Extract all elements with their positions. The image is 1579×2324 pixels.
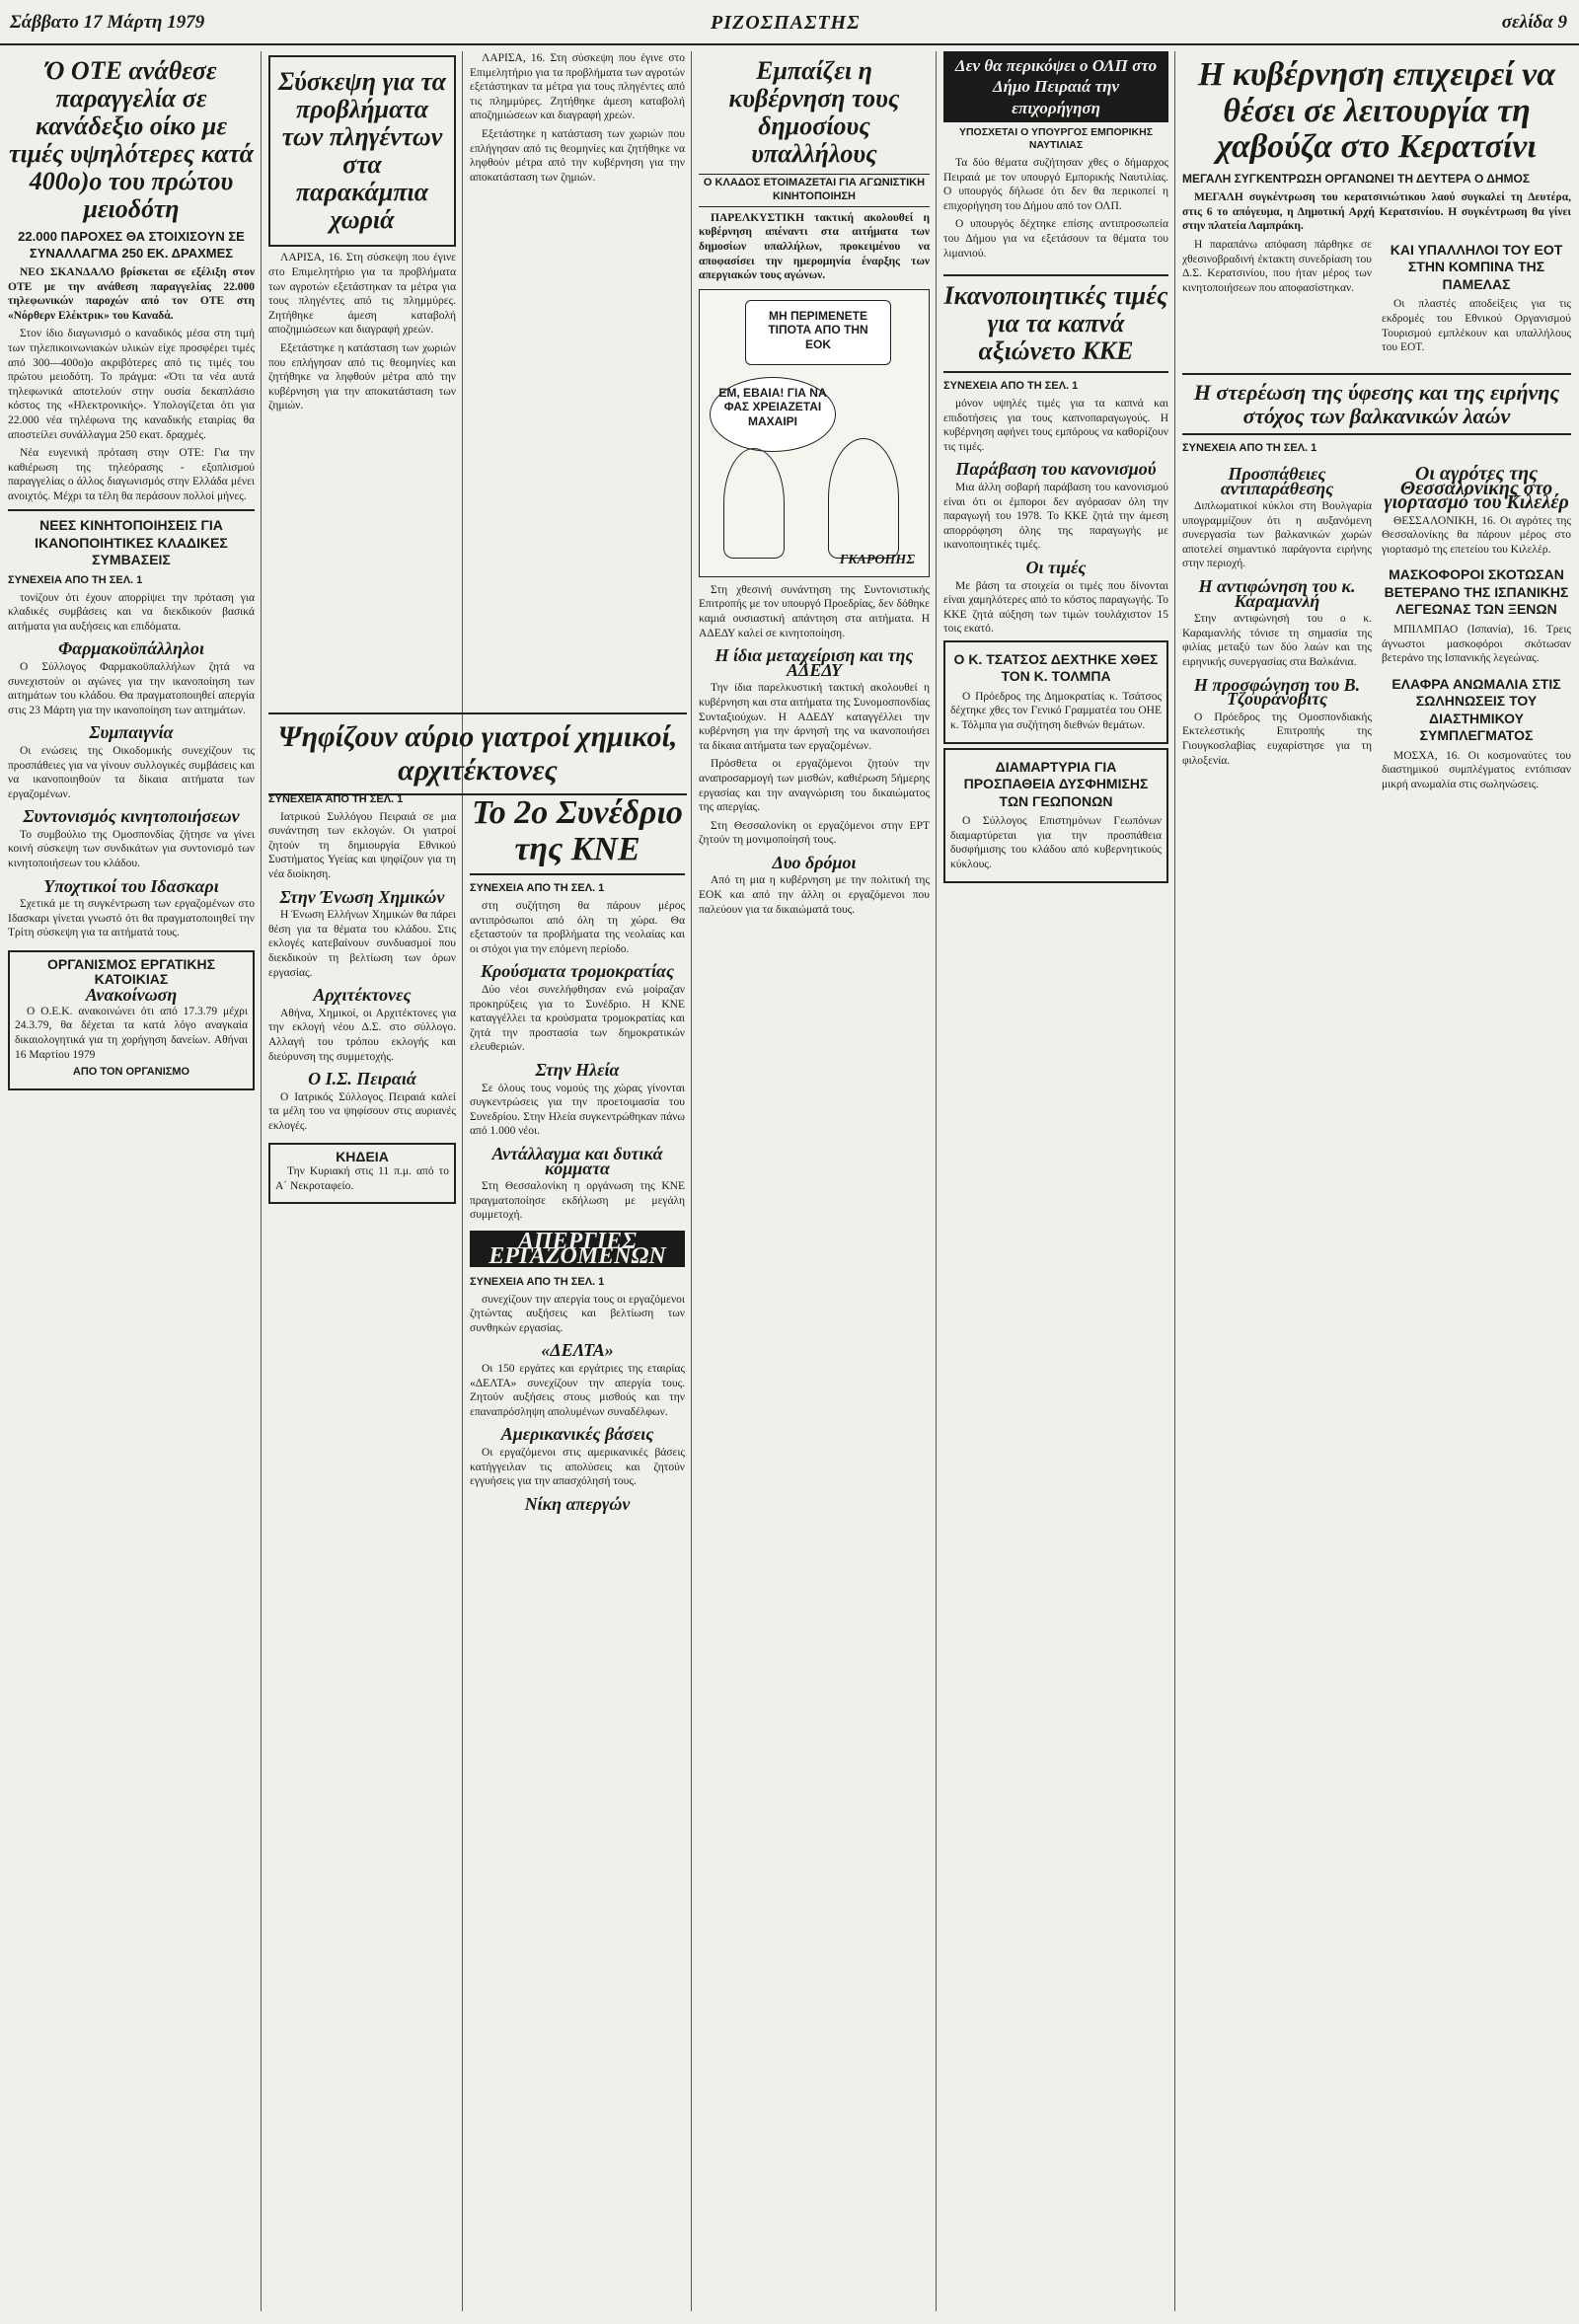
headline-mobilizations: ΝΕΕΣ ΚΙΝΗΤΟΠΟΙΗΣΕΙΣ ΓΙΑ ΙΚΑΝΟΠΟΙΗΤΙΚΕΣ ΚΛΑΔΙΚΕΣ ΣΥΜΒΑΣΕΙΣ [35,517,228,568]
article-text: Στον ίδιο διαγωνισμό ο καναδικός μέσα στη τιμή των τηλεπικοινωνιακών υλικών είχε προσφέρει τιμές από 300—400ο)ο ακριβότερες από τις τιμές του πρώτου μειοδότη. Το πράγμα: «Ότι τα νέα αυτά τηλεφωνικά αποτελούν στην ουσία δεκαπλάσιο κόστος της «Ηλεκτρονικής». Υπολογίζεται ότι για 22.000 νέα τηλέφωνα της καναδικής εταιρίας θα αποστείλει συνάλλαγμα 250 εκατ. δραχμές. [8,328,255,441]
cartoon-credit: ΓΚΑΡΟΠΗΣ [839,553,915,568]
headline-strikes: ΑΠΕΡΓΙΕΣ ΕΡΓΑΖΟΜΕΝΩΝ [470,1231,685,1267]
paper-name: ΡΙΖΟΣΠΑΣΤΗΣ [711,12,861,34]
tsatsos-text: Ο Πρόεδρος της Δημοκρατίας κ. Τσάτσος δέχτηκε χθες τον Γενικό Γραμματέα του ΟΗΕ κ. Τόλμπα για συζήτηση διεθνών θεμάτων. [950,690,1162,732]
headline-meeting: Σύσκεψη για τα προβλήματα των πληγέντων στα παρακάμπια χωριά [278,67,446,235]
section-violation: Παράβαση του κανονισμού [955,459,1157,480]
agronomists-text: Ο Σύλλογος Επιστημόνων Γεωπόνων διαμαρτύρεται για την προσπάθεια δυσφήμισης του κλάδου από κυβερνητικούς κύκλους. [950,815,1162,870]
headline-kileler: Οι αγρότες της Θεσσαλονίκης στο γιορτασμό του Κιλελέρ [1384,462,1569,514]
article-text: Σχετικά με τη συγκέντρωση των εργαζομένων στο Ιδασκαρι γίνεται γνωστό ότι θα πραγματοποιηθεί την Τρίτη σύσκεψη για τα αιτήματά τους. [8,898,255,939]
column-3 [470,789,685,2309]
article-text: Το συμβούλιο της Ομοσπονδίας ζήτησε να γίνει κοινή σύσκεψη των συνδικάτων για συντονισμό των κινητοποιήσεων του κλάδου. [8,828,255,870]
article-text: Η παραπάνω απόφαση πάρθηκε σε χθεσινοβραδινή έκτακτη συνεδρίαση του Δ.Σ. Κερατσινίου, που ήταν μέρος των κινητοποιήσεων που αποφασίστηκαν. [1182,238,1372,294]
article-text: Ιατρικού Συλλόγου Πειραιά σε μια συνάντηση των εκλογών. Οι γιατροί ζητούν τη δημιουργία Εθνικού Συστήματος Υγείας και ψηφίζουν για τη νέα διοίκηση. [268,810,456,880]
tsatsos-box [943,640,1168,744]
headline-space: ΕΛΑΦΡΑ ΑΝΩΜΑΛΙΑ ΣΤΙΣ ΣΩΛΗΝΩΣΕΙΣ ΤΟΥ ΔΙΑΣΤΗΜΙΚΟΥ ΣΥΜΠΛΕΓΜΑΤΟΣ [1391,675,1561,744]
article-text: ΜΟΣΧΑ, 16. Οι κοσμοναύτες του διαστημικού συμπλέγματος εντόπισαν μικρή ανωμαλία στις σωληνώσεις. [1382,749,1571,790]
headline-bilbao: ΜΑΣΚΟΦΟΡΟΙ ΣΚΟΤΩΣΑΝ ΒΕΤΕΡΑΝΟ ΤΗΣ ΙΣΠΑΝΙΚΗΣ ΛΕΓΕΩΝΑΣ ΤΩΝ ΞΕΝΩΝ [1384,566,1569,618]
headline-kne: Το 2ο Συνέδριο της ΚΝΕ [470,795,685,875]
article-text: Αθήνα, Χημικοί, οι Αρχιτέκτονες για την εκλογή νέου Δ.Σ. στο σύλλογο. Αλλαγή του τρόπου εκλογής και διεύρυνση της συμμετοχής. [268,1007,456,1063]
deck-civil-servants: Ο ΚΛΑΔΟΣ ΕΤΟΙΜΑΖΕΤΑΙ ΓΙΑ ΑΓΩΝΙΣΤΙΚΗ ΚΙΝΗΤΟΠΟΙΗΣΗ [699,174,930,207]
continued-label: ΣΥΝΕΧΕΙΑ ΑΠΟ ΤΗ ΣΕΛ. 1 [943,380,1079,393]
article-text: Οι ενώσεις της Οικοδομικής συνεχίζουν τις προσπάθειες για να γίνουν συλλογικές συμβάσεις και να ικανοποιηθούν τα δίκαια αιτήματα των εργαζομένων. [8,744,255,800]
lead-ote: ΝΕΟ ΣΚΑΝΔΑΛΟ βρίσκεται σε εξέλιξη στον ΟΤΕ με την ανάθεση παραγγελίας 22.000 τηλεφωνικών παροχών από τον ΟΤΕ στη «Νόρθερν Ελέκτρικ» του Καναδά. [8,265,255,322]
article-text: στη συζήτηση θα πάρουν μέρος αντιπρόσωποι από όλη τη χώρα. Θα εξεταστούν τα προβλήματα της νεολαίας και οι στόχοι για την επόμενη περίοδο. [470,900,685,955]
article-text: μόνον υψηλές τιμές για τα καπνά και επιδοτήσεις για τους καπνοπαραγωγούς. Η κυβέρνηση αφήνει τους εμπόρους να καθορίζουν τις τιμές. [943,397,1168,453]
article-text: Από τη μια η κυβέρνηση με την πολιτική της ΕΟΚ και από την άλλη οι εργαζόμενοι που παλεύουν για τα δικαιώματά τους. [699,874,930,916]
article-text: Δύο νέοι συνελήφθησαν ενώ μοίραζαν προκηρύξεις για το Συνέδριο. Η ΚΝΕ καταγγέλλει τα κρούσματα τρομοκρατίας και ζητά την προστασία των δημοκρατικών ελευθεριών. [470,984,685,1054]
article-text: Πρόσθετα οι εργαζόμενοι ζητούν την αναπροσαρμογή των μισθών, καθιέρωση 5ήμερης εργασίας και την αναγνώριση του δικαιώματος της απεργίας. [699,758,930,814]
notice-title: ΟΡΓΑΝΙΣΜΟΣ ΕΡΓΑΤΙΚΗΣ ΚΑΤΟΙΚΙΑΣ [46,956,216,987]
column-4 [699,51,930,2311]
column-1 [8,51,255,2311]
column-rule [691,51,692,2311]
masthead [0,0,1579,45]
section-ilia: Στην Ηλεία [535,1059,620,1080]
cartoon-figure [723,448,785,559]
article-text: Νέα ευγενική πρόταση στην ΟΤΕ: Για την καθιέρωση της τηλεόρασης - εξοπλισμού παραγγελίας ο άλλος διαγωνισμός στην Ελλάδα μένει ανοιχτός. Μέχρι τα τέλη θα περάσουν πολλοί μήνες. [8,447,255,502]
keratsini-right [1382,238,1571,359]
article-text: Μια άλλη σοβαρή παράβαση του κανονισμού είναι ότι οι έμποροι δεν αγόρασαν όλη την παραγωγή του 1978. Το ΚΚΕ ζητά την άμεση απορρόφηση όλης της παραγωγής με ικανοποιητικές τιμές. [943,481,1168,552]
column-rule [462,51,463,2311]
agronomists-box [943,748,1168,883]
column-rule [261,51,262,2311]
issue-date: Σάββατο 17 Μάρτη 1979 [10,12,205,33]
article-text: Οι εργαζόμενοι στις αμερικανικές βάσεις κατήγγειλαν τις απολύσεις και ζητούν εγγυήσεις για την απασχόλησή τους. [470,1447,685,1488]
housing-notice [8,950,255,1090]
headline-olp: Δεν θα περικόψει ο ΟΛΠ στο Δήμο Πειραιά την επιχορήγηση [943,51,1168,122]
article-text: Στη Θεσσαλονίκη οι εργαζόμενοι στην ΕΡΤ ζητούν τη μονιμοποίησή τους. [699,819,930,847]
notice-signature: ΑΠΟ ΤΟΝ ΟΡΓΑΝΙΣΜΟ [72,1066,190,1079]
lead-civil-servants: ΠΑΡΕΛΚΥΣΤΙΚΗ τακτική ακολουθεί η κυβέρνηση απέναντι στα αιτήματα των δημοσίων υπαλλήλων, προκειμένου να αποφασίσει την ημερομηνία έναρξης των απεργιακών τους αγώνων. [699,211,930,282]
headline-civil-servants: Εμπαίζει η κυβέρνηση τους δημοσίους υπαλλήλους [728,56,900,169]
cartoon [699,289,930,577]
article-text: Διπλωματικοί κύκλοι στη Βουλγαρία υπογραμμίζουν ότι η αυξανόμενη συνεργασία των βαλκανικών χωρών αποτελεί σημαντικό παράγοντα ειρήνης στην περιοχή. [1182,500,1372,570]
column-rule [936,51,937,2311]
section-pharmacy: Φαρμακοϋπάλληλοι [57,638,205,659]
article-text: ΛΑΡΙΣΑ, 16. Στη σύσκεψη που έγινε στο Επιμελητήριο για τα προβλήματα των αγροτών εξετάστηκαν τα μέτρα για τους πληγέντες από τις πλημμύρες. Ζητήθηκε άμεση καταβολή αποζημιώσεων και διαγραφή χρεών. [470,52,685,122]
headline-balkans: Η στερέωση της ύφεσης και της ειρήνης στόχος των βαλκανικών λαών [1182,373,1571,436]
article-text: Ο Σύλλογος Φαρμακοϋπαλλήλων ζητά να συνεχιστούν οι αγώνες για την ικανοποίηση των αιτημάτων του κλάδου. Θα πραγματοποιηθεί απεργία στις 23 Μάρτη για την ικανοποίηση των αιτημάτων. [8,660,255,716]
article-text: Την ίδια παρελκυστική τακτική ακολουθεί η κυβέρνηση και στα αιτήματα της Συνομοσπονδίας Συνταξιούχων. Η ΑΔΕΔΥ καταγγέλλει την κυβέρνηση για την άρνησή της να ικανοποιήσει τα δίκαια αιτήματα των εργαζομένων. [699,682,930,752]
divider [8,509,255,511]
article-text: Στην αντιφώνησή του ο κ. Καραμανλής τόνισε τη σημασία της φιλίας μεταξύ των δύο λαών και της ειρηνικής συνεργασίας στα Βαλκάνια. [1182,613,1372,669]
headline-ote: Ό ΟΤΕ ανάθεσε παραγγελία σε κανάδεξιο οίκο με τιμές υψηλότερες κατά 400ο)ο του πρώτου μειοδότη [8,56,255,224]
notice-text: Ο Ο.Ε.Κ. ανακοινώνει ότι από 17.3.79 μέχρι 24.3.79, θα δέχεται τα κατά λόγο αναγκαία δικαιολογητικά για τη χορήγηση δανείων. Αθήναι 16 Μαρτίου 1979 [15,1005,248,1061]
article-text: τονίζουν ότι έχουν απορρίψει την πρόταση για κλαδικές συμβάσεις και να διεκδικούν βασικά αιτήματα για αυξήσεις και επιδόματα. [8,591,255,633]
funeral-text: Την Κυριακή στις 11 π.μ. από το Α΄ Νεκροταφείο. [275,1165,449,1192]
section-strikers-win: Νίκη απεργών [524,1493,631,1514]
balkans-left [1182,459,1372,796]
continued-label: ΣΥΝΕΧΕΙΑ ΑΠΟ ΤΗ ΣΕΛ. 1 [470,882,605,895]
article-text: συνεχίζουν την απεργία τους οι εργαζόμενοι ζητώντας αυξήσεις και βελτίωση των συνθηκών εργασίας. [470,1293,685,1334]
article-text: Ο υπουργός δέχτηκε επίσης αντιπροσωπεία του Δήμου για να εξετάσουν τα θέματα του λιμανιού. [943,218,1168,260]
article-text: ΘΕΣΣΑΛΟΝΙΚΗ, 16. Οι αγρότες της Θεσσαλονίκης θα πάρουν μέρος στο γιορτασμό της επετείου του Κιλελέρ. [1382,514,1571,556]
column-3-upper [470,51,685,703]
continued-label: ΣΥΝΕΧΕΙΑ ΑΠΟ ΤΗ ΣΕΛ. 1 [1182,442,1317,455]
inset-headline-eot: ΚΑΙ ΥΠΑΛΛΗΛΟΙ ΤΟΥ ΕΟΤ ΣΤΗΝ ΚΟΜΠΙΝΑ ΤΗΣ ΠΑΜΕΛΑΣ [1390,241,1563,292]
column-5 [943,51,1168,2311]
article-text: Ο Ιατρικός Σύλλογος Πειραιά καλεί τα μέλη του να ψηφίσουν στις αυριανές εκλογές. [268,1090,456,1132]
section-karamanlis: Η αντιφώνηση του κ. Καραμανλή [1198,576,1356,611]
headline-elections: Ψηφίζουν αύριο γιατροί χημικοί, αρχιτέκτονες [268,712,687,795]
funeral-notice [268,1143,456,1204]
article-text: Ο Πρόεδρος της Ομοσπονδιακής Εκτελεστικής Επιτροπής της Γιουγκοσλαβίας ευχαρίστησε για τη φιλοξενία. [1182,711,1372,767]
agronomists-title: ΔΙΑΜΑΡΤΥΡΙΑ ΓΙΑ ΠΡΟΣΠΑΘΕΙΑ ΔΥΣΦΗΜΙΣΗΣ ΤΩΝ ΓΕΩΠΟΝΩΝ [963,758,1149,809]
article-text: Σε όλους τους νομούς της χώρας γίνονται συγκεντρώσεις για την προετοιμασία του Συνεδρίου. Στην Ηλεία συγκεντρώθηκαν πάνω από 1.000 νέοι. [470,1082,685,1138]
article-text: Εξετάστηκε η κατάσταση των χωριών που επλήγησαν από τις θεομηνίες και ζητήθηκε να ληφθούν μέτρα από την κυβέρνηση για την αποκατάσταση των ζημιών. [268,342,456,412]
article-text: Με βάση τα στοιχεία οι τιμές που δίνονται είναι χαμηλότερες από το κόστος παραγωγής. Το ΚΚΕ ζητά αύξηση των τιμών τουλάχιστον 15 τοις εκατό. [943,579,1168,636]
section-dzuranovic: Η προσφώνηση του Β. Τζουράνοβιτς [1193,674,1361,710]
article-text: Εξετάστηκε η κατάσταση των χωριών που επλήγησαν από τις θεομηνίες και ζητήθηκε να ληφθούν μέτρα από την κυβέρνηση για την αποκατάσταση των ζημιών. [470,127,685,184]
cartoon-speech: ΕΜ, ΕΒΑΙΑ! ΓΙΑ ΝΑ ΦΑΣ ΧΡΕΙΑΖΕΤΑΙ ΜΑΧΑΙΡΙ [710,377,836,452]
headline-tobacco: Ικανοποιητικές τιμές για τα καπνά αξιώνετο ΚΚΕ [943,274,1168,373]
article-text: Η Ένωση Ελλήνων Χημικών θα πάρει θέση για τα θέματα του κλάδου. Στις εκλογές κατεβαίνουν συνδυασμοί που διεκδικούν τη βελτίωση των όρων εργασίας. [268,909,456,979]
section-adedy: Η ίδια μεταχείριση και της ΑΔΕΔΥ [714,645,914,680]
headline-keratsini: Η κυβέρνηση επιχειρεί να θέσει σε λειτουργία τη χαβούζα στο Κερατσίνι [1197,56,1556,166]
section-coordination: Συντονισμός κινητοποιήσεων [23,806,240,827]
article-text: ΜΠΙΛΜΠΑΟ (Ισπανία), 16. Τρεις άγνωστοι μασκοφόροι σκότωσαν βετεράνο της Ισπανικής λεγεώνας. [1382,623,1571,665]
section-exchange: Αντάλλαγμα και δυτικά κόμματα [491,1143,663,1178]
section-two-roads: Δυο δρόμοι [772,852,857,872]
funeral-title: ΚΗΔΕΙΑ [336,1149,389,1165]
section-delta: «ΔΕΛΤΑ» [541,1340,614,1361]
balkans-right [1382,459,1571,796]
notice-subtitle: Ανακοίνωση [85,985,178,1006]
deck-keratsini: ΜΕΓΑΛΗ ΣΥΓΚΕΝΤΡΩΣΗ ΟΡΓΑΝΩΝΕΙ ΤΗ ΔΕΥΤΕΡΑ Ο ΔΗΜΟΣ [1182,172,1531,187]
continued-label: ΣΥΝΕΧΕΙΑ ΑΠΟ ΤΗ ΣΕΛ. 1 [8,573,143,586]
inset-text: Οι πλαστές αποδείξεις για τις εκδρομές του Εθνικού Οργανισμού Τουρισμού εμπλέκουν και υπαλλήλους του ΕΟΤ. [1382,298,1571,354]
article-text: Οι 150 εργάτες και εργάτριες της εταιρίας «ΔΕΛΤΑ» συνεχίζουν την απεργία τους. Ζητούν αυξήσεις στους μισθούς και την επαναπρόσληψη απολυμένων συναδέλφων. [470,1363,685,1418]
deck-olp: ΥΠΟΣΧΕΤΑΙ Ο ΥΠΟΥΡΓΟΣ ΕΜΠΟΡΙΚΗΣ ΝΑΥΤΙΛΙΑΣ [958,125,1154,151]
article-text: Στη χθεσινή συνάντηση της Συντονιστικής Επιτροπής με τον υπουργό Προεδρίας, δεν δόθηκε καμιά ουσιαστική απάντηση στα αιτήματα. Η ΑΔΕΔΥ καλεί σε κινητοποίηση. [699,583,930,639]
section-architects: Αρχιτέκτονες [313,985,412,1006]
deck-ote: 22.000 ΠΑΡΟΧΕΣ ΘΑ ΣΤΟΙΧΙΣΟΥΝ ΣΕ ΣΥΝΑΛΛΑΓΜΑ 250 ΕΚ. ΔΡΑΧΜΕΣ [18,229,245,261]
section-piraeus-medical: Ο Ι.Σ. Πειραιά [308,1069,416,1089]
section-prices: Οι τιμές [1025,557,1087,577]
column-6 [1182,51,1571,2311]
continued-label: ΣΥΝΕΧΕΙΑ ΑΠΟ ΤΗ ΣΕΛ. 1 [470,1276,605,1289]
cartoon-sign: ΜΗ ΠΕΡΙΜΕΝΕΤΕ ΤΙΠΟΤΑ ΑΠΟ ΤΗΝ ΕΟΚ [745,300,891,365]
cartoon-figure [828,438,899,559]
keratsini-left [1182,238,1372,359]
page-number: σελίδα 9 [1501,12,1567,33]
section-confrontation: Προσπάθειες αντιπαράθεσης [1220,463,1334,498]
lead-keratsini: ΜΕΓΑΛΗ συγκέντρωση του κερατσινιώτικου λαού συγκαλεί τη Δευτέρα, στις 6 το απόγευμα, η Δημοτική Αρχή Κερατσινίου. Η συγκέντρωση θα γίνει στην πλατεία Λαμπράκη. [1182,191,1571,233]
section-collusion: Συμπαιγνία [89,722,174,743]
article-text: Τα δύο θέματα συζήτησαν χθες ο δήμαρχος Πειραιά με τον υπουργό Εμπορικής Ναυτιλίας. Ο υπουργός δήλωσε ότι δεν θα περικοπεί η επιχορήγηση του Δήμου από τον ΟΛΠ. [943,157,1168,212]
article-text: ΛΑΡΙΣΑ, 16. Στη σύσκεψη που έγινε στο Επιμελητήριο για τα προβλήματα των αγροτών εξετάστηκαν τα μέτρα για τους πληγέντες από τις πλημμύρες. Ζητήθηκε άμεση καταβολή αποζημιώσεων και διαγραφή χρεών. [268,252,456,337]
column-2-lower [268,789,456,2309]
continued-label: ΣΥΝΕΧΕΙΑ ΑΠΟ ΤΗ ΣΕΛ. 1 [268,793,404,805]
tsatsos-title: Ο Κ. ΤΣΑΤΣΟΣ ΔΕΧΤΗΚΕ ΧΘΕΣ ΤΟΝ Κ. ΤΟΛΜΠΑ [953,650,1159,685]
column-rule [1174,51,1175,2311]
meeting-box [268,55,456,247]
section-chemists: Στην Ένωση Χημικών [279,886,445,907]
article-text: Στη Θεσσαλονίκη η οργάνωση της ΚΝΕ πραγματοποίησε εκδήλωση με μεγάλη συμμετοχή. [470,1180,685,1222]
section-idaskari: Υποχτικοί του Ιδασκαρι [43,875,219,896]
balkans-body [1182,459,1571,796]
keratsini-body [1182,238,1571,359]
section-bases: Αμερικανικές βάσεις [500,1424,654,1445]
section-terror: Κρούσματα τρομοκρατίας [481,961,674,982]
